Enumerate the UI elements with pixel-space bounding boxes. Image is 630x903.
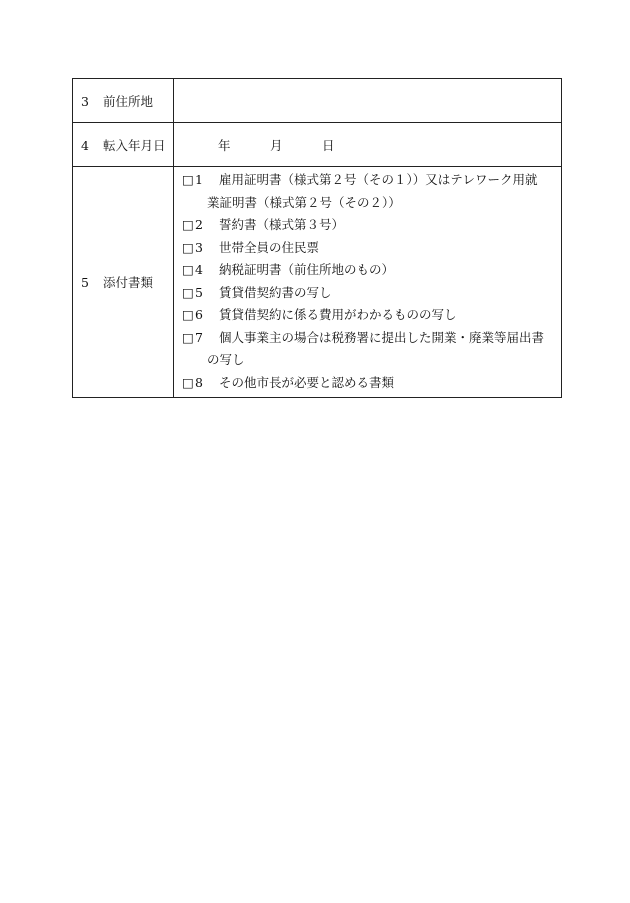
attachment-text: 個人事業主の場合は税務署に提出した開業・廃業等届出書 — [219, 329, 545, 345]
day-label: 日 — [322, 137, 335, 153]
attachments-label-cell — [73, 167, 174, 398]
move-in-date-field[interactable] — [174, 123, 562, 167]
attachment-item-2 — [182, 214, 557, 237]
attachments-list — [174, 167, 562, 398]
checkbox-icon[interactable]: □ — [182, 307, 194, 322]
attachment-number: 1 — [195, 172, 203, 187]
checkbox-icon[interactable]: □ — [182, 217, 194, 232]
attachment-text-continued: の写し — [207, 352, 245, 367]
previous-address-row — [73, 79, 562, 123]
attachment-number: 4 — [195, 262, 203, 277]
attachment-item-7 — [182, 327, 557, 372]
application-form-table — [72, 78, 562, 398]
attachment-text: 賃貸借契約書の写し — [219, 284, 332, 300]
attachment-number: 8 — [195, 374, 203, 390]
attachment-number: 7 — [195, 329, 203, 345]
move-in-date-row — [73, 123, 562, 167]
attachment-text: 納税証明書（前住所地のもの） — [219, 262, 395, 277]
checkbox-icon[interactable]: □ — [182, 374, 194, 390]
checkbox-icon[interactable]: □ — [182, 284, 194, 300]
previous-address-label-cell — [73, 79, 174, 123]
attachments-label: 添付書類 — [103, 275, 154, 290]
row-number: 5 — [81, 275, 89, 290]
month-label: 月 — [270, 137, 283, 153]
attachment-item-5 — [182, 282, 557, 305]
previous-address-field[interactable] — [174, 79, 562, 123]
previous-address-label: 前住所地 — [103, 93, 154, 109]
attachment-text: 雇用証明書（様式第２号（その１））又はテレワーク用就 — [219, 172, 538, 187]
attachment-item-8 — [182, 372, 557, 395]
attachment-number: 6 — [195, 307, 203, 322]
attachment-text: 賃貸借契約に係る費用がわかるものの写し — [219, 307, 457, 322]
checkbox-icon[interactable]: □ — [182, 172, 194, 187]
attachment-text: 世帯全員の住民票 — [219, 239, 320, 255]
attachment-number: 5 — [195, 284, 203, 300]
attachment-item-6 — [182, 304, 557, 327]
checkbox-icon[interactable]: □ — [182, 239, 194, 255]
attachment-item-1 — [182, 169, 557, 214]
attachment-item-3 — [182, 237, 557, 260]
row-number: 4 — [81, 137, 89, 153]
attachment-text-continued: 業証明書（様式第２号（その２）） — [207, 194, 401, 210]
attachment-text: 誓約書（様式第３号） — [219, 217, 345, 232]
year-label: 年 — [218, 137, 231, 153]
attachments-row — [73, 167, 562, 398]
move-in-date-label: 転入年月日 — [103, 137, 166, 153]
attachment-number: 2 — [195, 217, 203, 232]
row-number: 3 — [81, 93, 89, 109]
checkbox-icon[interactable]: □ — [182, 262, 194, 277]
checkbox-icon[interactable]: □ — [182, 329, 194, 345]
move-in-date-label-cell — [73, 123, 174, 167]
attachment-text: その他市長が必要と認める書類 — [219, 374, 395, 390]
attachment-item-4 — [182, 259, 557, 282]
attachment-number: 3 — [195, 239, 203, 255]
